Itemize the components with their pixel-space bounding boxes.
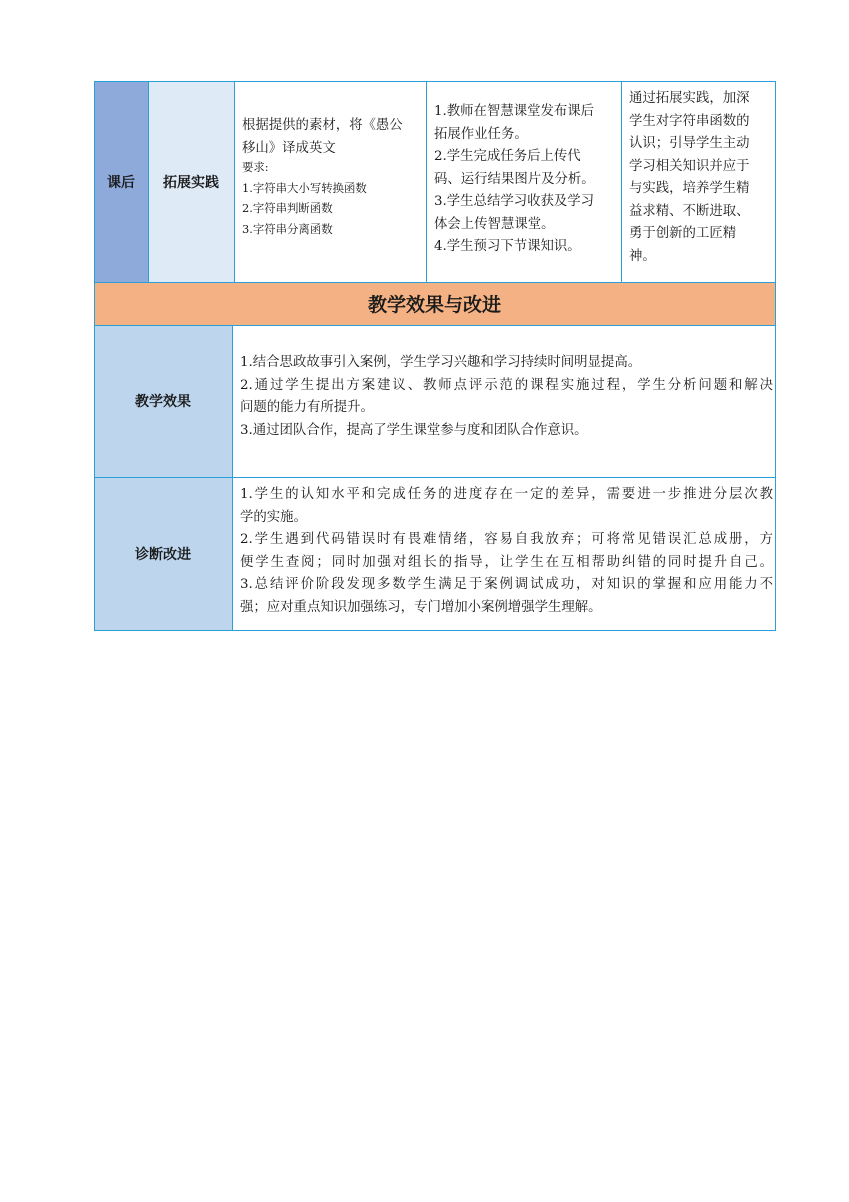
requirement-label: 要求:	[242, 160, 269, 174]
table-border	[234, 81, 235, 282]
effect-line: 问题的能力有所提升。	[240, 400, 374, 415]
activity-step-line: 码、运行结果图片及分析。	[434, 171, 595, 187]
table-border	[94, 81, 776, 82]
activity-cell	[148, 81, 234, 282]
table-border	[94, 325, 776, 326]
task-cell	[234, 81, 426, 282]
table-border	[94, 81, 95, 631]
effect-content-cell	[232, 325, 775, 477]
effect-line: 2.通过学生提出方案建议、教师点评示范的课程实施过程，学生分析问题和解决	[240, 377, 773, 393]
activity-step-line: 体会上传智慧课堂。	[434, 216, 555, 232]
purpose-line: 学生对字符串函数的	[629, 113, 750, 129]
diagnosis-line: 学的实施。	[240, 509, 307, 525]
table-border	[232, 325, 233, 631]
section-header	[94, 282, 775, 325]
diagnosis-content-cell	[232, 477, 775, 631]
requirement-item: 1.字符串大小写转换函数	[242, 180, 367, 195]
requirement-item: 2.字符串判断函数	[242, 201, 333, 215]
activity-step-line: 拓展作业任务。	[434, 126, 528, 142]
purpose-line: 勇于创新的工匠精	[629, 226, 737, 241]
diagnosis-line: 便学生查阅；同时加强对组长的指导，让学生在互相帮助纠错的同时提升自己。	[240, 554, 773, 570]
stage-label: 课后	[107, 174, 135, 191]
table-border	[94, 282, 776, 283]
purpose-cell	[621, 81, 775, 282]
purpose-line: 神。	[629, 248, 656, 264]
diagnosis-line: 3.总结评价阶段发现多数学生满足于案例调试成功，对知识的掌握和应用能力不	[240, 577, 773, 592]
table-border	[775, 81, 776, 631]
table-border	[94, 630, 776, 631]
task-intro-line-1: 根据提供的素材，将《愚公	[242, 118, 403, 133]
purpose-line: 通过拓展实践，加深	[629, 91, 750, 106]
stage-cell	[94, 81, 148, 282]
diagnosis-line: 2.学生遇到代码错误时有畏难情绪，容易自我放弃；可将常见错误汇总成册，方	[240, 532, 773, 547]
diagnosis-line: 强；应对重点知识加强练习，专门增加小案例增强学生理解。	[240, 599, 602, 615]
table-border	[148, 81, 149, 282]
teacher-student-cell	[426, 81, 621, 282]
table-border	[426, 81, 427, 282]
activity-label: 拓展实践	[163, 174, 219, 191]
purpose-line: 认识；引导学生主动	[629, 136, 750, 151]
effect-line: 3.通过团队合作，提高了学生课堂参与度和团队合作意识。	[240, 422, 588, 438]
effect-label-cell	[94, 325, 232, 477]
purpose-line: 与实践，培养学生精	[629, 181, 750, 196]
purpose-line: 学习相关知识并应于	[629, 158, 750, 174]
effect-line: 1.结合思政故事引入案例，学生学习兴趣和学习持续时间明显提高。	[240, 355, 642, 370]
requirement-item: 3.字符串分离函数	[242, 221, 333, 236]
activity-step-line: 2.学生完成任务后上传代	[434, 149, 581, 164]
table-border	[94, 477, 776, 478]
task-intro-line-2: 移山》译成英文	[242, 140, 336, 156]
activity-step-line: 3.学生总结学习收获及学习	[434, 194, 595, 209]
diagnosis-label-cell	[94, 477, 232, 631]
activity-step-line: 4.学生预习下节课知识。	[434, 239, 581, 254]
diagnosis-label: 诊断改进	[135, 547, 191, 563]
purpose-line: 益求精、不断进取、	[629, 203, 750, 219]
section-title: 教学效果与改进	[367, 294, 501, 316]
activity-step-line: 1.教师在智慧课堂发布课后	[434, 104, 595, 119]
table-border	[621, 81, 622, 282]
effect-label: 教学效果	[135, 394, 191, 410]
diagnosis-line: 1.学生的认知水平和完成任务的进度存在一定的差异，需要进一步推进分层次教	[240, 487, 773, 502]
